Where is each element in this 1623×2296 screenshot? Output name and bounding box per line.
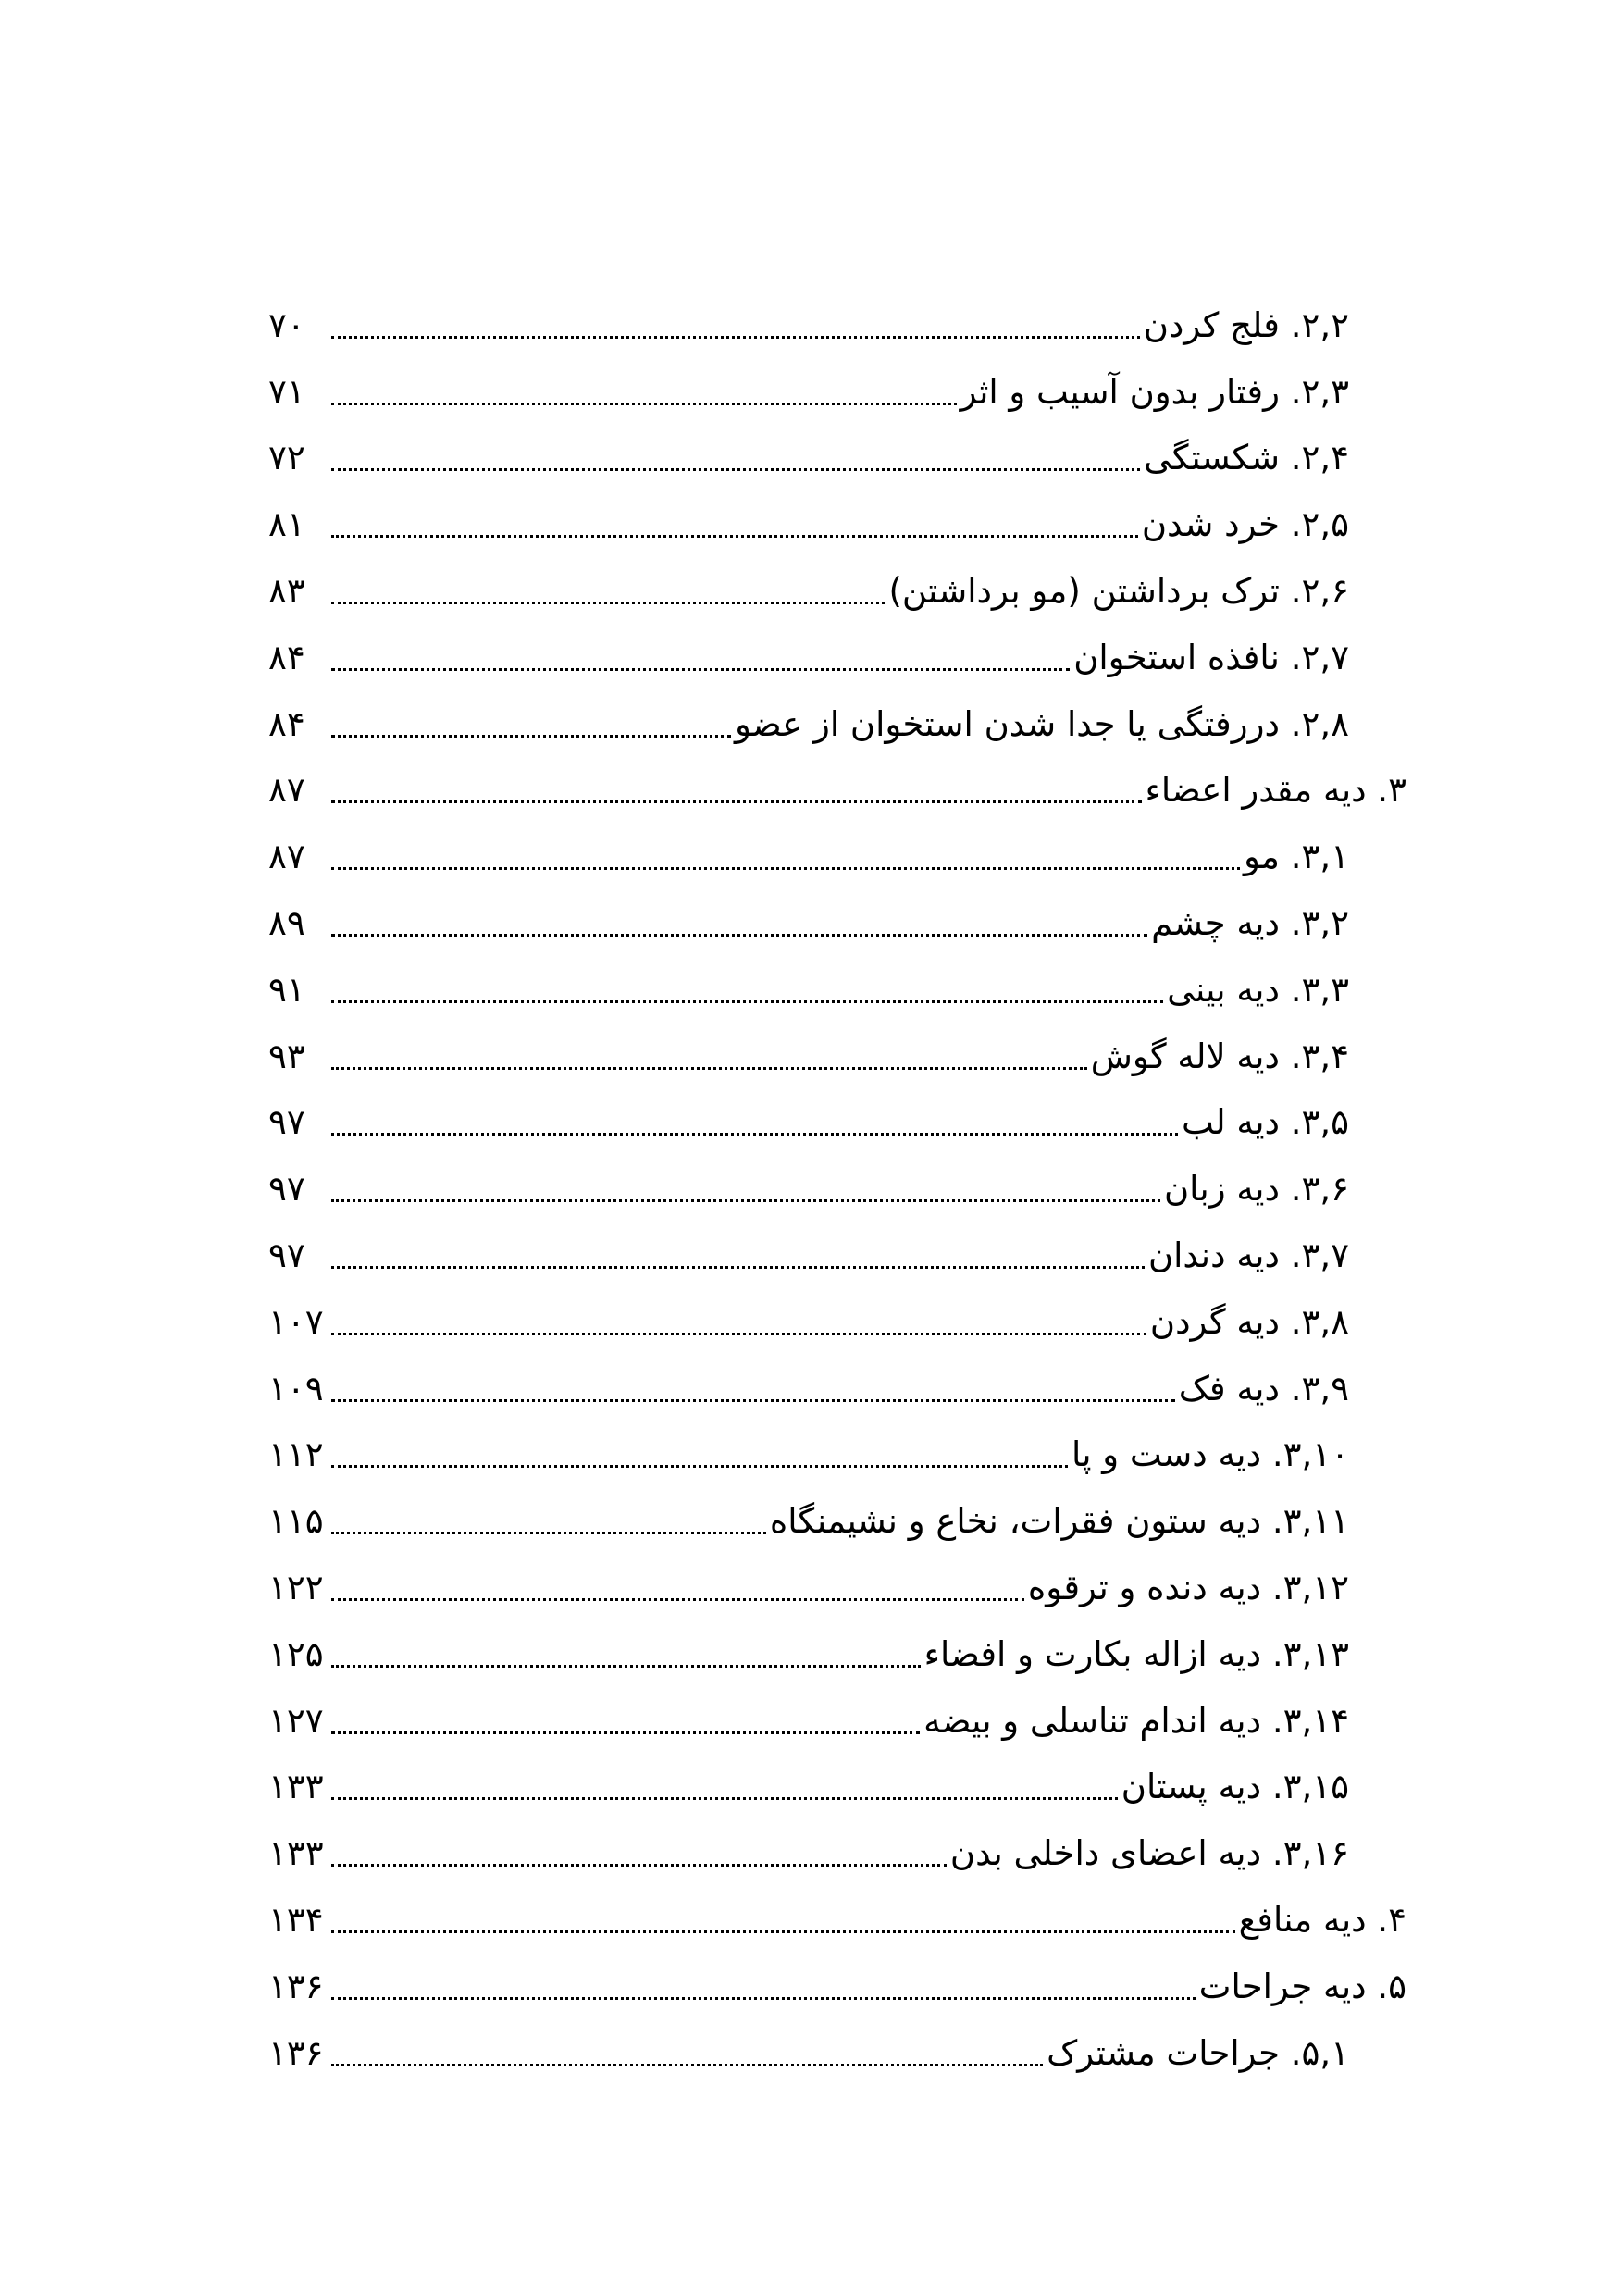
dot-leader <box>331 336 1140 339</box>
toc-entry-title: ۵,۱. جراحات مشترک <box>1047 2032 1349 2073</box>
indent <box>1349 1808 1406 1809</box>
toc-chapter[interactable] <box>268 1876 1406 1942</box>
toc-entry-page: ۸۷ <box>268 837 305 877</box>
toc-entry-title: ۲,۳. رفتار بدون آسیب و اثر <box>960 371 1349 412</box>
toc-entry[interactable] <box>268 415 1406 481</box>
toc-entry-title: ۳,۹. دیه فک <box>1178 1368 1349 1409</box>
toc-chapter-title: ۳. دیه مقدر اعضاء <box>1145 770 1406 811</box>
dot-leader <box>331 535 1138 538</box>
toc-entry-title: ۲,۸. دررفتگی یا جدا شدن استخوان از عضو <box>734 703 1349 744</box>
toc-entry-page: ۹۷ <box>268 1235 305 1275</box>
toc-entry-title: ۳,۵. دیه لب <box>1181 1102 1349 1143</box>
indent <box>1349 347 1406 348</box>
toc-entry-title: ۳,۲. دیه چشم <box>1151 902 1349 943</box>
toc-chapter[interactable] <box>268 747 1406 813</box>
dot-leader <box>331 2064 1043 2066</box>
dot-leader <box>331 1665 921 1668</box>
toc-entry-page: ۹۳ <box>268 1036 305 1076</box>
toc-entry-title: ۳,۱۵. دیه پستان <box>1121 1767 1349 1807</box>
toc-entry[interactable] <box>268 614 1406 680</box>
indent <box>1349 746 1406 747</box>
dot-leader <box>331 468 1140 471</box>
dot-leader <box>331 1133 1178 1136</box>
dot-leader <box>331 1532 766 1534</box>
toc-entry-page: ۱۱۲ <box>268 1434 324 1475</box>
toc-entry[interactable] <box>268 1345 1406 1411</box>
indent <box>1349 546 1406 547</box>
toc-entry-title: ۲,۷. نافذه استخوان <box>1073 637 1349 677</box>
toc-entry-title: ۳,۱۰. دیه دست و پا <box>1071 1434 1349 1475</box>
toc-entry-page: ۸۴ <box>268 637 305 677</box>
indent <box>1349 1609 1406 1610</box>
toc-entry[interactable] <box>268 1477 1406 1544</box>
toc-entry-title: ۲,۲. فلج کردن <box>1143 304 1349 345</box>
toc-entry-title: ۳,۶. دیه زبان <box>1163 1169 1349 1210</box>
toc-entry-page: ۱۰۷ <box>268 1301 324 1342</box>
toc-entry-page: ۱۱۵ <box>268 1501 324 1542</box>
toc-entry[interactable] <box>268 680 1406 747</box>
toc-entry-title: ۲,۶. ترک برداشتن (مو برداشتن) <box>888 570 1349 611</box>
toc-entry-title: ۲,۴. شکستگی <box>1144 438 1349 478</box>
dot-leader <box>331 1000 1163 1003</box>
toc-chapter-title: ۵. دیه جراحات <box>1198 1966 1406 2006</box>
toc-entry-title: ۲,۵. خرد شدن <box>1141 504 1349 545</box>
toc-entry-title: ۳,۸. دیه گردن <box>1149 1301 1349 1342</box>
dot-leader <box>331 1067 1087 1070</box>
indent <box>1349 878 1406 879</box>
indent <box>1349 2075 1406 2076</box>
toc-entry-page: ۸۱ <box>268 504 305 545</box>
toc-entry-title: ۳,۷. دیه دندان <box>1147 1235 1349 1275</box>
dot-leader <box>331 1731 920 1734</box>
toc-entry[interactable] <box>268 1278 1406 1345</box>
indent <box>1349 1344 1406 1345</box>
toc-entry[interactable] <box>268 281 1406 348</box>
toc-entry[interactable] <box>268 1610 1406 1677</box>
indent <box>1349 679 1406 680</box>
indent <box>1349 1743 1406 1744</box>
toc-entry-page: ۱۰۹ <box>268 1368 324 1409</box>
dot-leader <box>331 1333 1146 1335</box>
dot-leader <box>331 1399 1175 1402</box>
dot-leader <box>331 867 1240 870</box>
indent <box>1349 1144 1406 1145</box>
toc-entry-title: ۳,۳. دیه بینی <box>1167 969 1349 1010</box>
toc-entry-page: ۹۷ <box>268 1169 305 1210</box>
toc-chapter-page: ۸۷ <box>268 770 305 811</box>
dot-leader <box>331 1266 1145 1269</box>
toc-entry-page: ۹۷ <box>268 1102 305 1143</box>
dot-leader <box>331 1864 947 1867</box>
dot-leader <box>331 1997 1196 2000</box>
toc-entry[interactable] <box>268 1211 1406 1278</box>
indent <box>1349 1078 1406 1079</box>
dot-leader <box>331 934 1147 937</box>
indent <box>1349 1011 1406 1012</box>
toc-entry-page: ۸۴ <box>268 703 305 744</box>
toc-entry-title: ۳,۱۶. دیه اعضای داخلی بدن <box>949 1833 1349 1874</box>
dot-leader <box>331 602 885 604</box>
dot-leader <box>331 403 957 405</box>
toc-entry[interactable] <box>268 1079 1406 1146</box>
toc-entry[interactable] <box>268 879 1406 946</box>
toc-chapter-title: ۴. دیه منافع <box>1238 1899 1406 1940</box>
toc-entry[interactable] <box>268 480 1406 547</box>
dot-leader <box>331 1797 1118 1800</box>
indent <box>1349 1210 1406 1211</box>
toc-entry-page: ۱۲۲ <box>268 1567 324 1607</box>
toc-entry[interactable] <box>268 1012 1406 1079</box>
toc-entry[interactable] <box>268 547 1406 614</box>
indent <box>1349 414 1406 415</box>
dot-leader <box>331 668 1070 671</box>
indent <box>1349 613 1406 614</box>
toc-entry[interactable] <box>268 946 1406 1012</box>
indent <box>1349 945 1406 946</box>
indent <box>1349 1410 1406 1411</box>
indent <box>1349 1676 1406 1677</box>
toc-entry-page: ۱۲۵ <box>268 1633 324 1674</box>
dot-leader <box>331 1930 1235 1933</box>
toc-chapter-page: ۱۳۴ <box>268 1899 324 1940</box>
toc-entry[interactable] <box>268 348 1406 415</box>
dot-leader <box>331 1465 1068 1468</box>
toc-entry[interactable] <box>268 1744 1406 1810</box>
toc-entry-page: ۱۳۳ <box>268 1767 324 1807</box>
indent <box>1349 479 1406 480</box>
toc-entry-title: ۳,۱۴. دیه اندام تناسلی و بیضه <box>923 1700 1349 1741</box>
indent <box>1349 1875 1406 1876</box>
toc-entry-page: ۷۰ <box>268 304 305 345</box>
toc-entry[interactable] <box>268 1411 1406 1478</box>
toc-entry[interactable] <box>268 1809 1406 1876</box>
toc-entry-page: ۸۳ <box>268 570 305 611</box>
dot-leader <box>331 1199 1160 1202</box>
dot-leader <box>331 1598 1024 1601</box>
toc-entry-page: ۷۲ <box>268 438 305 478</box>
toc-entry-title: ۳,۱. مو <box>1244 837 1349 877</box>
toc-entry[interactable] <box>268 1677 1406 1744</box>
toc-entry[interactable] <box>268 1544 1406 1610</box>
indent <box>1349 1476 1406 1477</box>
toc-entry-title: ۳,۴. دیه لاله گوش <box>1090 1036 1349 1076</box>
toc-entry-page: ۸۹ <box>268 902 305 943</box>
toc-entry-page: ۱۲۷ <box>268 1700 324 1741</box>
toc-entry-title: ۳,۱۱. دیه ستون فقرات، نخاع و نشیمنگاه <box>769 1501 1349 1542</box>
toc-entry-page: ۱۳۶ <box>268 2032 324 2073</box>
toc-chapter[interactable] <box>268 1942 1406 2009</box>
table-of-contents <box>268 281 1406 2076</box>
indent <box>1349 1543 1406 1544</box>
toc-entry-page: ۱۳۳ <box>268 1833 324 1874</box>
toc-entry[interactable] <box>268 1145 1406 1211</box>
toc-entry[interactable] <box>268 813 1406 879</box>
toc-entry-page: ۹۱ <box>268 969 305 1010</box>
dot-leader <box>331 800 1142 803</box>
indent <box>1349 1277 1406 1278</box>
toc-entry-page: ۷۱ <box>268 371 305 412</box>
toc-entry-title: ۳,۱۳. دیه ازاله بکارت و افضاء <box>923 1633 1349 1674</box>
dot-leader <box>331 735 731 738</box>
toc-entry-title: ۳,۱۲. دیه دنده و ترقوه <box>1027 1567 1349 1607</box>
toc-entry[interactable] <box>268 2009 1406 2076</box>
toc-chapter-page: ۱۳۶ <box>268 1966 324 2006</box>
